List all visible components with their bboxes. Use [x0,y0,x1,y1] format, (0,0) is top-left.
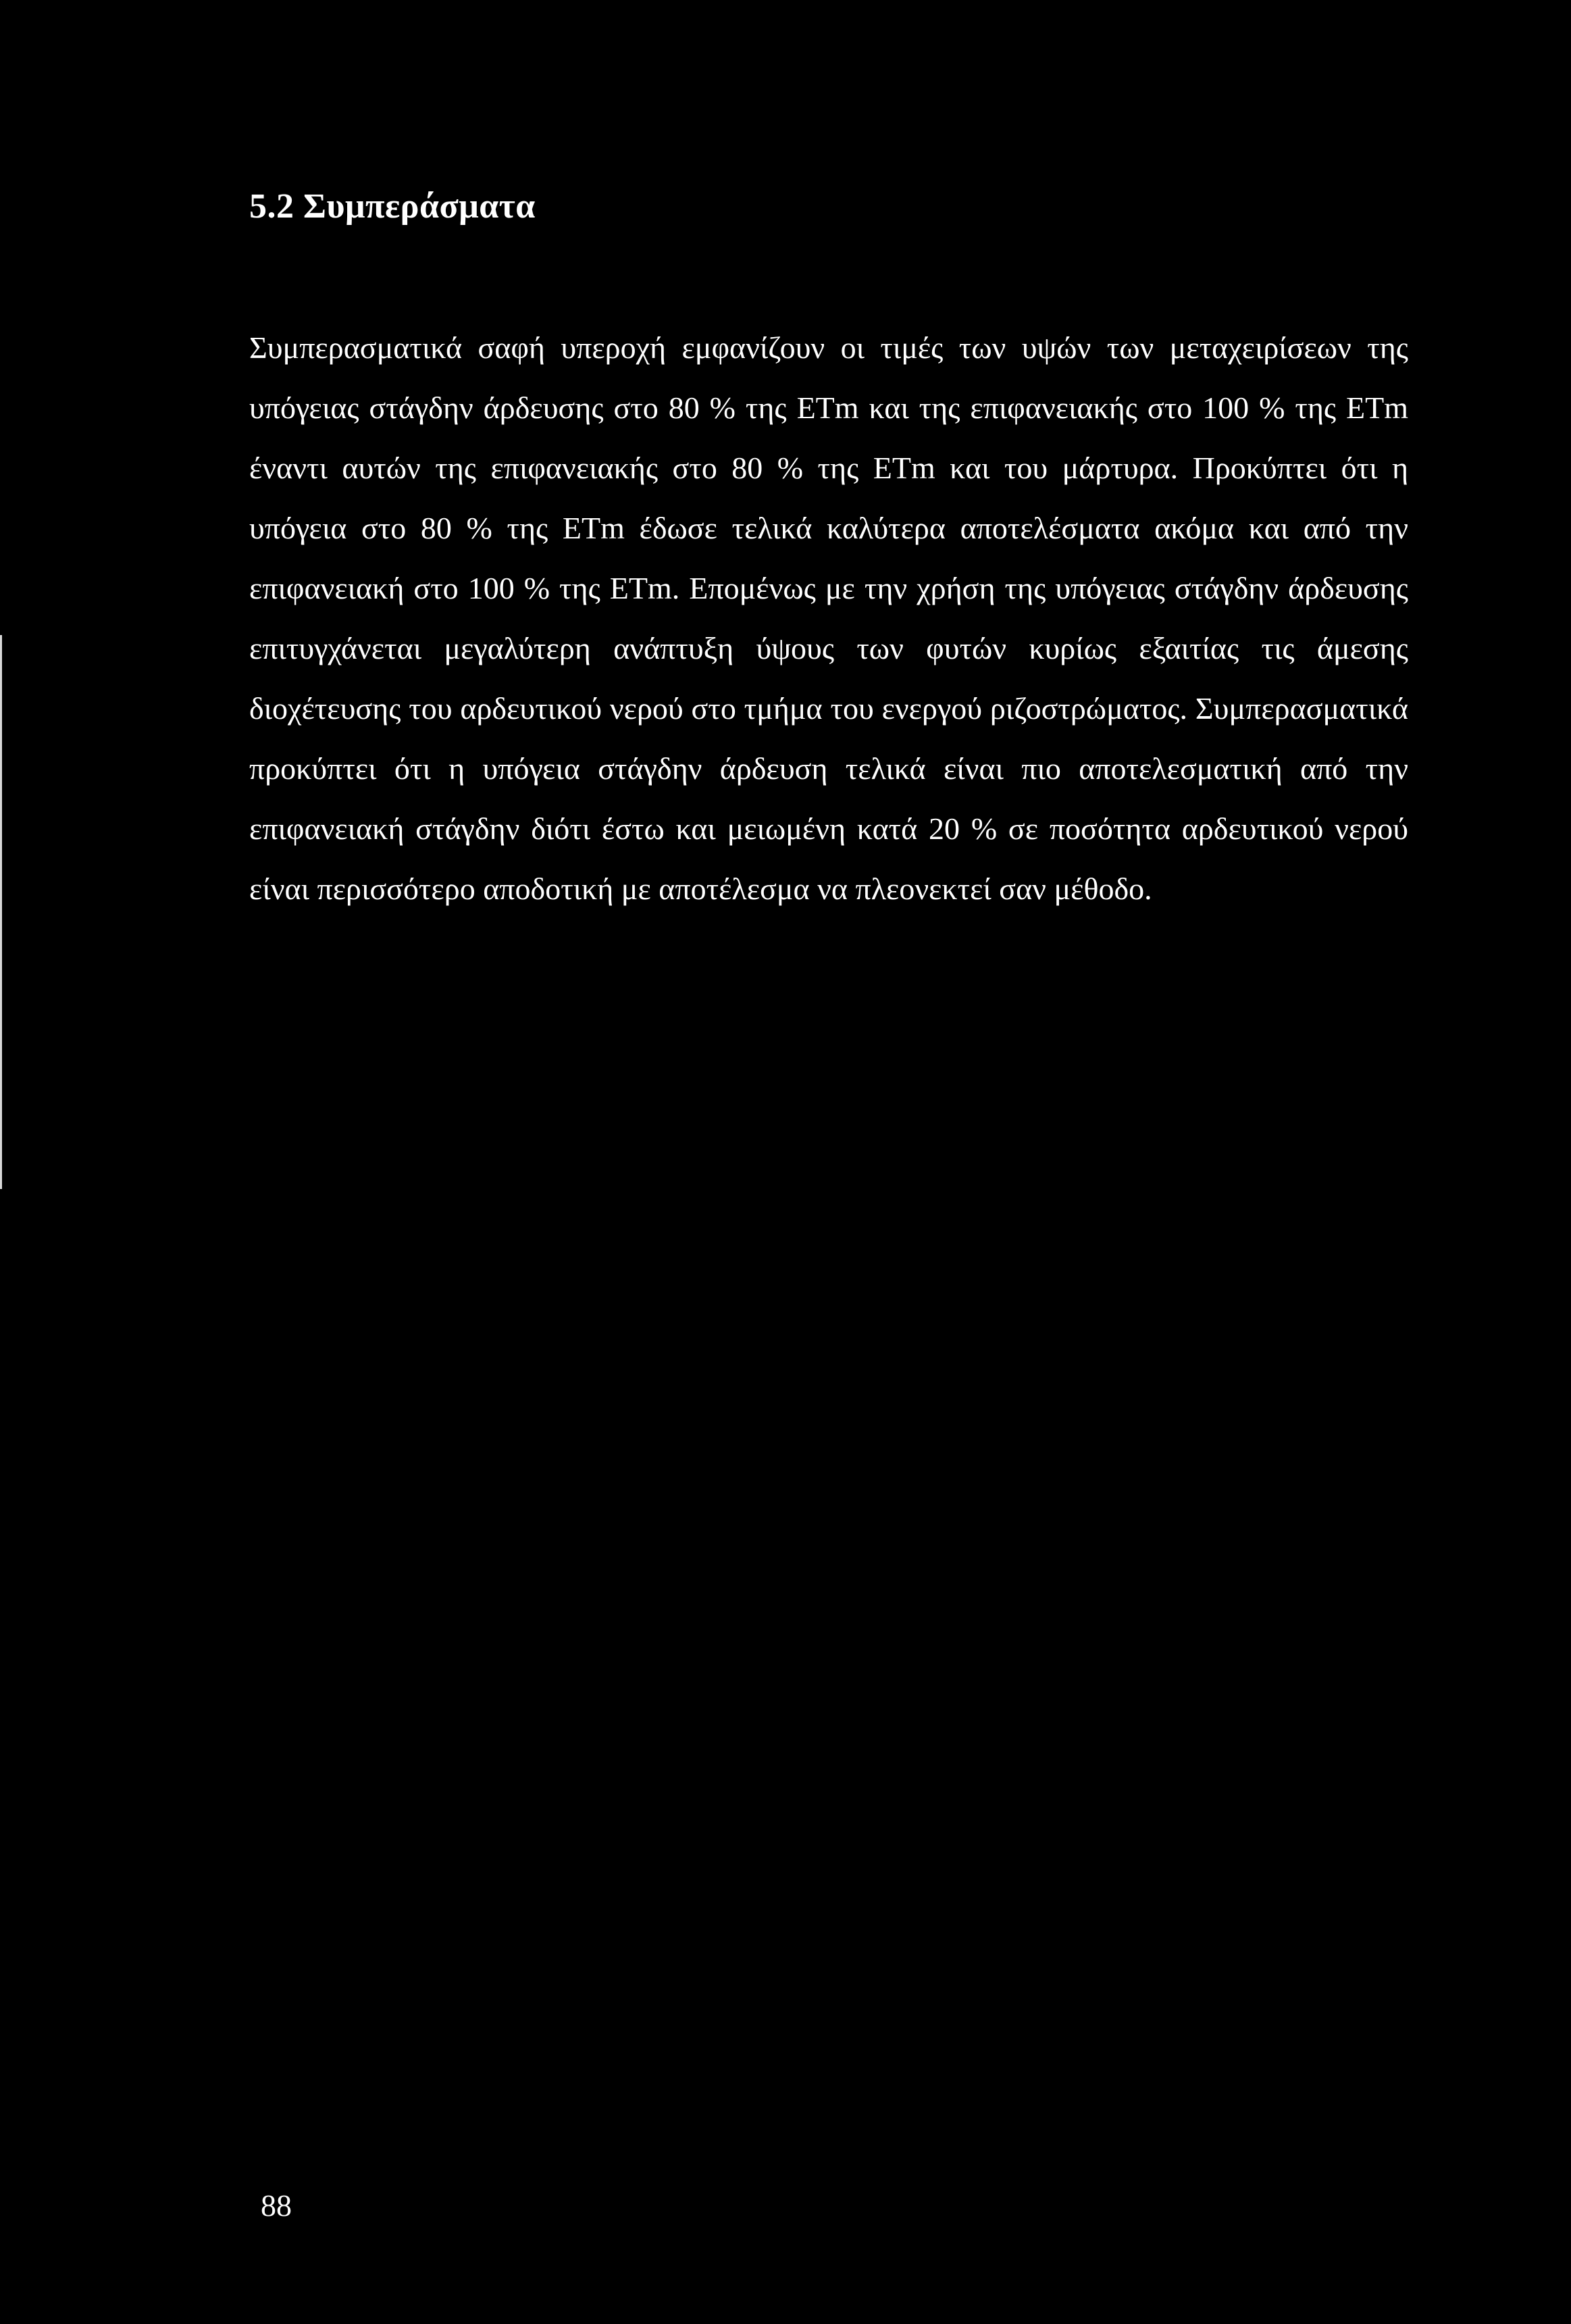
body-paragraph: Συμπερασματικά σαφή υπεροχή εμφανίζουν οι τιμές των υψών των μεταχειρίσεων της υπόγειας στάγδην άρδευσης στο 80 % της ETm και της επιφανειακής στο 100 % της ETm έναντι αυτών της επιφανειακής στο 80 % της ETm και του μάρτυρα. Προκύπτει ότι η υπόγεια στο 80 % της ETm έδωσε τελικά καλύτερα αποτελέσματα ακόμα και από την επιφανειακή στο 100 % της ETm. Επομένως με την χρήση της υπόγειας στάγδην άρδευσης επιτυγχάνεται μεγαλύτερη ανάπτυξη ύψους των φυτών κυρίως εξαιτίας τις άμεσης διοχέτευσης του αρδευτικού νερού στο τμήμα του ενεργού ριζοστρώματος. Συμπερασματικά προκύπτει ότι η υπόγεια στάγδην άρδευση τελικά είναι πιο αποτελεσματική από την επιφανειακή στάγδην διότι έστω και μειωμένη κατά 20 % σε ποσότητα αρδευτικού νερού είναι περισσότερο αποδοτική με αποτέλεσμα να πλεονεκτεί σαν μέθοδο. [249,330,1408,906]
scan-edge-line [0,635,2,1189]
page-number: 88 [261,2188,292,2223]
section-heading: 5.2 Συμπεράσματα [249,187,536,226]
